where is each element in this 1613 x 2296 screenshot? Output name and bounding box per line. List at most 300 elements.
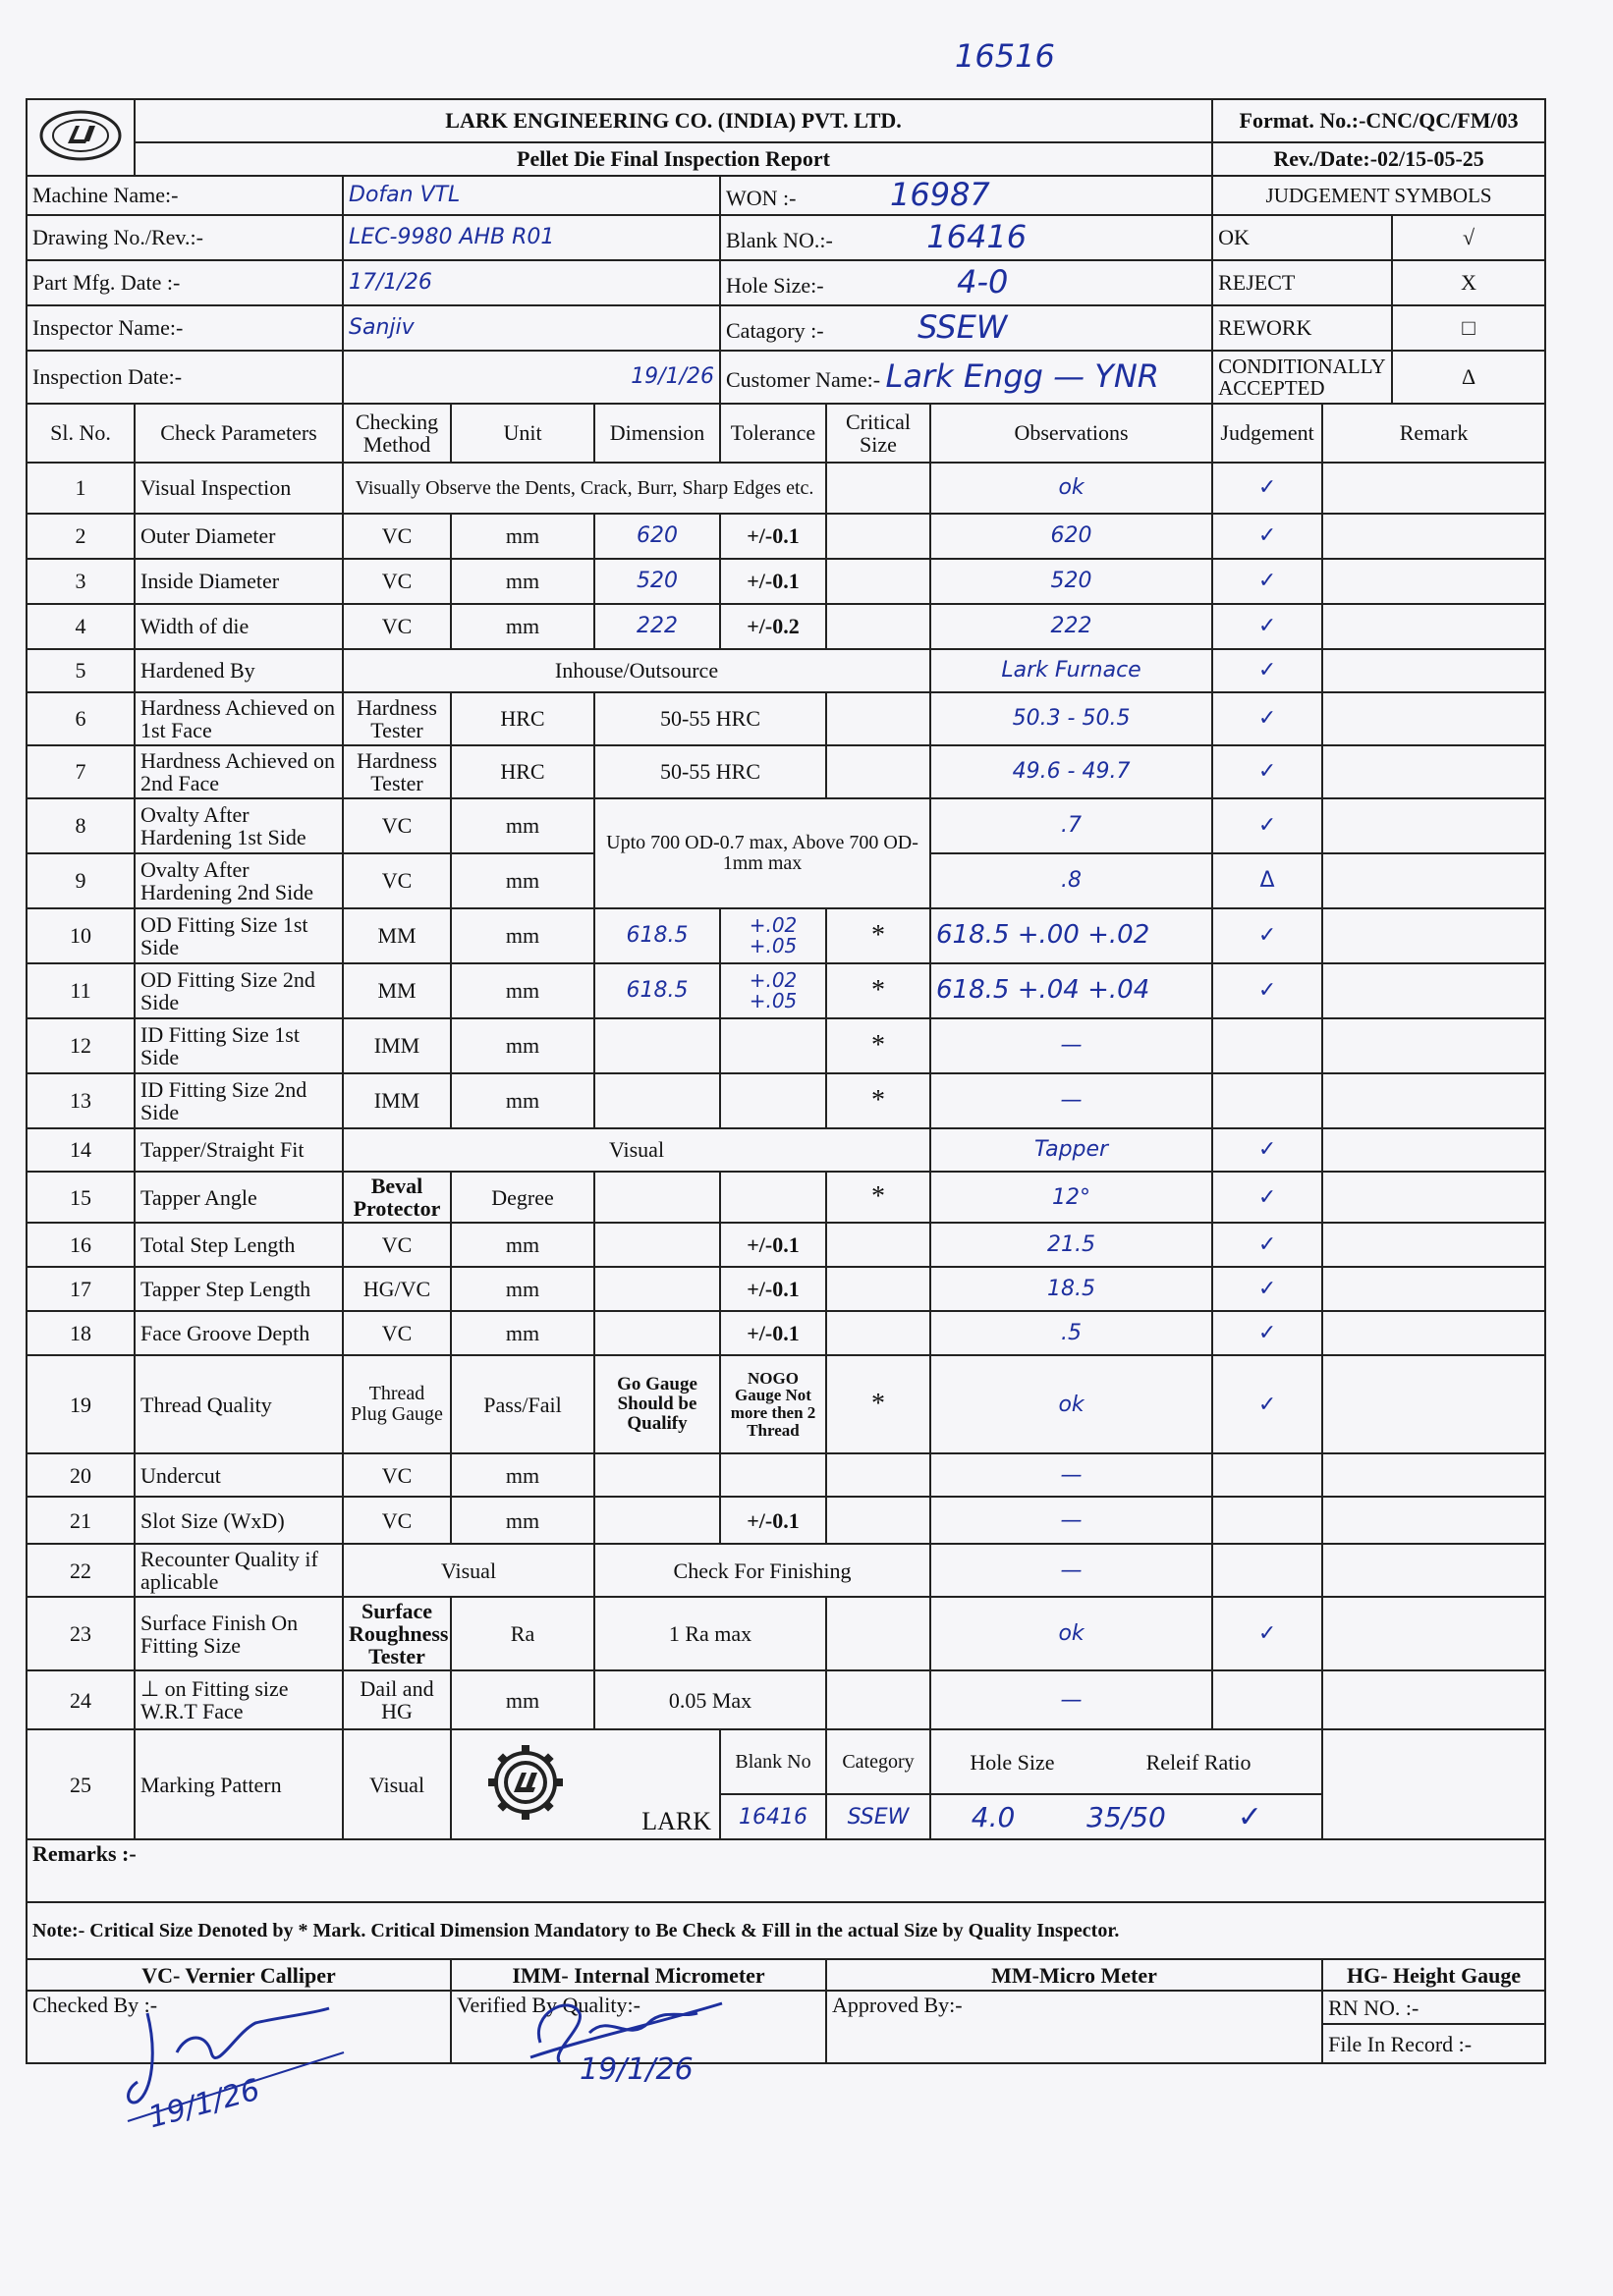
machine-name-value: Dofan VTL	[343, 176, 720, 215]
dimension: 520	[594, 559, 720, 604]
symbol-conditional-icon: Δ	[1392, 351, 1545, 404]
check-spec: 1 Ra max	[594, 1597, 826, 1670]
check-parameter: Tapper/Straight Fit	[135, 1128, 343, 1172]
critical-size	[826, 1453, 930, 1497]
table-row	[27, 798, 1545, 853]
table-row	[27, 1073, 1545, 1128]
check-spec: 0.05 Max	[594, 1670, 826, 1729]
rn-no-label: RN NO. :-	[1322, 1991, 1545, 2024]
observation: 12°	[930, 1172, 1212, 1223]
remark	[1322, 514, 1545, 559]
col-judgement: Judgement	[1212, 404, 1322, 463]
mfg-date-label: Part Mfg. Date :-	[27, 260, 343, 305]
tolerance: +/-0.1	[720, 514, 826, 559]
row-number: 13	[27, 1073, 135, 1128]
row-number: 20	[27, 1453, 135, 1497]
tolerance	[720, 1018, 826, 1073]
row-number: 12	[27, 1018, 135, 1073]
unit: mm	[451, 1497, 594, 1544]
inspection-date-value: 19/1/26	[343, 351, 720, 404]
observation: 618.5 +.04 +.04	[930, 963, 1212, 1018]
table-row	[27, 1544, 1545, 1597]
unit: mm	[451, 1018, 594, 1073]
table-row	[27, 1223, 1545, 1267]
observation: .8	[930, 853, 1212, 908]
approved-by-label: Approved By:-	[832, 1993, 963, 2018]
row-number: 1	[27, 463, 135, 514]
checking-method: MM	[343, 963, 451, 1018]
observation: 620	[930, 514, 1212, 559]
legend-vc: VC- Vernier Calliper	[27, 1959, 451, 1991]
critical-size	[826, 1311, 930, 1355]
check-parameter: Outer Diameter	[135, 514, 343, 559]
drawing-no-label: Drawing No./Rev.:-	[27, 215, 343, 260]
row-number: 22	[27, 1544, 135, 1597]
check-parameter: Hardened By	[135, 649, 343, 692]
marking-header-relief: Releif Ratio	[1145, 1749, 1251, 1775]
marking-value-blank: 16416	[720, 1794, 826, 1839]
blank-no-label: Blank NO.:-	[726, 228, 833, 253]
remark	[1322, 649, 1545, 692]
unit: mm	[451, 514, 594, 559]
checking-method: Hardness Tester	[343, 745, 451, 798]
check-spec: Check For Finishing	[594, 1544, 930, 1597]
dimension: Go Gauge Should be Qualify	[594, 1355, 720, 1453]
unit: mm	[451, 1311, 594, 1355]
inspector-name-label: Inspector Name:-	[27, 305, 343, 351]
dimension: 620	[594, 514, 720, 559]
won-value: 16987	[889, 176, 990, 214]
check-parameter: ID Fitting Size 2nd Side	[135, 1073, 343, 1128]
dimension: 222	[594, 604, 720, 649]
observation: —	[930, 1544, 1212, 1597]
inspection-form	[26, 98, 1546, 2064]
checking-method: Surface Roughness Tester	[343, 1597, 451, 1670]
checking-method: Visual	[343, 1729, 451, 1839]
marking-value-relief: 35/50	[1086, 1800, 1166, 1833]
remark	[1322, 1544, 1545, 1597]
row-number: 19	[27, 1355, 135, 1453]
judgement: Δ	[1212, 853, 1322, 908]
inspector-name-value: Sanjiv	[343, 305, 720, 351]
check-spec: 50-55 HRC	[594, 692, 826, 745]
check-parameter: Ovalty After Hardening 1st Side	[135, 798, 343, 853]
critical-size: *	[826, 1172, 930, 1223]
table-row	[27, 559, 1545, 604]
judgement: ✓	[1212, 1355, 1322, 1453]
unit: mm	[451, 853, 594, 908]
judgement: ✓	[1212, 463, 1322, 514]
unit: mm	[451, 963, 594, 1018]
judgement: ✓	[1212, 908, 1322, 963]
mfg-date-value: 17/1/26	[343, 260, 720, 305]
symbol-ok-icon: √	[1392, 215, 1545, 260]
legend-mm: MM-Micro Meter	[826, 1959, 1322, 1991]
check-parameter: ID Fitting Size 1st Side	[135, 1018, 343, 1073]
marking-value-group	[930, 1794, 1322, 1839]
table-row	[27, 1355, 1545, 1453]
row-number: 3	[27, 559, 135, 604]
observation: 520	[930, 559, 1212, 604]
table-row	[27, 908, 1545, 963]
critical-size: *	[826, 963, 930, 1018]
checking-method: Dail and HG	[343, 1670, 451, 1729]
remark	[1322, 963, 1545, 1018]
remark	[1322, 463, 1545, 514]
check-parameter: Ovalty After Hardening 2nd Side	[135, 853, 343, 908]
unit: mm	[451, 1453, 594, 1497]
remark	[1322, 745, 1545, 798]
row-number: 7	[27, 745, 135, 798]
tolerance: NOGO Gauge Not more then 2 Thread	[720, 1355, 826, 1453]
drawing-no-value: LEC-9980 AHB R01	[343, 215, 720, 260]
checking-method: VC	[343, 604, 451, 649]
tolerance: +/-0.2	[720, 604, 826, 649]
row-number: 18	[27, 1311, 135, 1355]
table-row	[27, 963, 1545, 1018]
check-parameter: Marking Pattern	[135, 1729, 343, 1839]
report-title: Pellet Die Final Inspection Report	[135, 142, 1212, 176]
judgement: ✓	[1212, 692, 1322, 745]
remark	[1322, 1355, 1545, 1453]
judgement	[1212, 1073, 1322, 1128]
remark	[1322, 908, 1545, 963]
unit: Degree	[451, 1172, 594, 1223]
customer-name-field	[720, 351, 1212, 404]
remark	[1322, 853, 1545, 908]
judgement-symbols-title: JUDGEMENT SYMBOLS	[1212, 176, 1545, 215]
critical-size: *	[826, 1073, 930, 1128]
check-spec: Upto 700 OD-0.7 max, Above 700 OD-1mm max	[594, 798, 930, 908]
tolerance	[720, 1453, 826, 1497]
remark	[1322, 798, 1545, 853]
col-sl-no: Sl. No.	[27, 404, 135, 463]
remark	[1322, 604, 1545, 649]
marking-value-category: SSEW	[826, 1794, 930, 1839]
category-field	[720, 305, 1212, 351]
check-parameter: OD Fitting Size 1st Side	[135, 908, 343, 963]
marking-header-category: Category	[826, 1729, 930, 1794]
remark	[1322, 1453, 1545, 1497]
dimension	[594, 1073, 720, 1128]
judgement	[1212, 1544, 1322, 1597]
category-label: Catagory :-	[726, 318, 824, 344]
critical-size	[826, 745, 930, 798]
blank-no-value: 16416	[926, 218, 1028, 256]
check-parameter: Recounter Quality if aplicable	[135, 1544, 343, 1597]
judgement: ✓	[1212, 1311, 1322, 1355]
row-number: 9	[27, 853, 135, 908]
check-parameter: Hardness Achieved on 1st Face	[135, 692, 343, 745]
hole-size-value: 4-0	[957, 263, 1009, 301]
observation: 21.5	[930, 1223, 1212, 1267]
marking-header-group	[930, 1729, 1322, 1794]
critical-size: *	[826, 1018, 930, 1073]
tolerance	[720, 1172, 826, 1223]
unit: Pass/Fail	[451, 1355, 594, 1453]
marking-header-blank: Blank No	[720, 1729, 826, 1794]
remark	[1322, 1128, 1545, 1172]
row-number: 14	[27, 1128, 135, 1172]
observation: ok	[930, 1355, 1212, 1453]
table-row	[27, 1597, 1545, 1670]
marking-pattern-logo	[451, 1729, 720, 1839]
dimension: 618.5	[594, 963, 720, 1018]
row-number: 6	[27, 692, 135, 745]
observation: .7	[930, 798, 1212, 853]
machine-name-label: Machine Name:-	[27, 176, 343, 215]
judgement: ✓	[1212, 1128, 1322, 1172]
dimension	[594, 1497, 720, 1544]
observation: 49.6 - 49.7	[930, 745, 1212, 798]
checking-method: VC	[343, 1311, 451, 1355]
observation: —	[930, 1497, 1212, 1544]
remark	[1322, 559, 1545, 604]
tolerance: +.02 +.05	[720, 908, 826, 963]
table-row	[27, 514, 1545, 559]
row-number: 17	[27, 1267, 135, 1311]
judgement	[1212, 1670, 1322, 1729]
legend-imm: IMM- Internal Micrometer	[451, 1959, 826, 1991]
customer-name-label: Customer Name:-	[726, 367, 881, 393]
observation: ok	[930, 463, 1212, 514]
critical-size	[826, 514, 930, 559]
observation: Tapper	[930, 1128, 1212, 1172]
judgement: ✓	[1237, 1799, 1262, 1834]
unit: mm	[451, 1267, 594, 1311]
col-remark: Remark	[1322, 404, 1545, 463]
unit: mm	[451, 604, 594, 649]
checking-method: VC	[343, 1223, 451, 1267]
company-name: LARK ENGINEERING CO. (INDIA) PVT. LTD.	[135, 99, 1212, 142]
check-parameter: Thread Quality	[135, 1355, 343, 1453]
customer-name-value: Lark Engg — YNR	[885, 357, 1160, 396]
critical-size	[826, 1223, 930, 1267]
observation: 50.3 - 50.5	[930, 692, 1212, 745]
unit: mm	[451, 1223, 594, 1267]
observation: 618.5 +.00 +.02	[930, 908, 1212, 963]
unit: mm	[451, 1670, 594, 1729]
checking-method: VC	[343, 514, 451, 559]
file-in-record-label: File In Record :-	[1322, 2024, 1545, 2063]
lark-text: LARK	[641, 1807, 711, 1836]
row-number: 21	[27, 1497, 135, 1544]
checking-method: VC	[343, 559, 451, 604]
table-row	[27, 745, 1545, 798]
checking-method: HG/VC	[343, 1267, 451, 1311]
table-row	[27, 1267, 1545, 1311]
symbol-reject-icon: X	[1392, 260, 1545, 305]
col-unit: Unit	[451, 404, 594, 463]
check-parameter: Tapper Step Length	[135, 1267, 343, 1311]
judgement	[1212, 1018, 1322, 1073]
remarks-label: Remarks :-	[27, 1839, 1545, 1902]
tolerance: +/-0.1	[720, 1311, 826, 1355]
symbol-reject-label: REJECT	[1212, 260, 1392, 305]
critical-size: *	[826, 1355, 930, 1453]
row-number: 25	[27, 1729, 135, 1839]
column-header-row	[27, 404, 1545, 463]
tolerance: +/-0.1	[720, 559, 826, 604]
col-critical-size: Critical Size	[826, 404, 930, 463]
table-row	[27, 1670, 1545, 1729]
observation: .5	[930, 1311, 1212, 1355]
check-spec: 50-55 HRC	[594, 745, 826, 798]
checking-method: Visual	[343, 1544, 594, 1597]
col-observations: Observations	[930, 404, 1212, 463]
dimension	[594, 1453, 720, 1497]
row-number: 4	[27, 604, 135, 649]
document-number: 16516	[955, 37, 1055, 75]
check-parameter: ⊥ on Fitting size W.R.T Face	[135, 1670, 343, 1729]
remark	[1322, 1223, 1545, 1267]
remark	[1322, 1311, 1545, 1355]
verified-by-label: Verified By Quality:-	[457, 1993, 640, 2018]
observation: 222	[930, 604, 1212, 649]
revision-date: Rev./Date:-02/15-05-25	[1212, 142, 1545, 176]
judgement	[1212, 1453, 1322, 1497]
checking-method: Beval Protector	[343, 1172, 451, 1223]
dimension	[594, 1267, 720, 1311]
row-number: 23	[27, 1597, 135, 1670]
marking-value-hole: 4.0	[971, 1800, 1016, 1833]
col-tolerance: Tolerance	[720, 404, 826, 463]
table-row	[27, 1311, 1545, 1355]
unit: mm	[451, 908, 594, 963]
judgement: ✓	[1212, 604, 1322, 649]
remark	[1322, 1497, 1545, 1544]
unit: mm	[451, 798, 594, 853]
hole-size-label: Hole Size:-	[726, 273, 824, 299]
unit: mm	[451, 1073, 594, 1128]
check-spec: Inhouse/Outsource	[343, 649, 930, 692]
remark	[1322, 692, 1545, 745]
observation: 18.5	[930, 1267, 1212, 1311]
symbol-rework-label: REWORK	[1212, 305, 1392, 351]
tolerance: +/-0.1	[720, 1223, 826, 1267]
observation: —	[930, 1018, 1212, 1073]
col-check-parameters: Check Parameters	[135, 404, 343, 463]
judgement: ✓	[1212, 1223, 1322, 1267]
hole-size-field	[720, 260, 1212, 305]
remark	[1322, 1670, 1545, 1729]
inspection-date-label: Inspection Date:-	[27, 351, 343, 404]
checking-method: VC	[343, 853, 451, 908]
judgement: ✓	[1212, 1267, 1322, 1311]
row-number: 10	[27, 908, 135, 963]
observation: Lark Furnace	[930, 649, 1212, 692]
row-number: 2	[27, 514, 135, 559]
check-parameter: Slot Size (WxD)	[135, 1497, 343, 1544]
judgement: ✓	[1212, 559, 1322, 604]
blank-no-field	[720, 215, 1212, 260]
critical-size	[826, 604, 930, 649]
judgement: ✓	[1212, 1597, 1322, 1670]
dimension	[594, 1018, 720, 1073]
row-number: 15	[27, 1172, 135, 1223]
legend-hg: HG- Height Gauge	[1322, 1959, 1545, 1991]
judgement	[1212, 1497, 1322, 1544]
company-logo	[27, 99, 135, 176]
col-dimension: Dimension	[594, 404, 720, 463]
table-row	[27, 1497, 1545, 1544]
row-number: 24	[27, 1670, 135, 1729]
checked-by-label: Checked By :-	[32, 1993, 158, 2018]
critical-size	[826, 1497, 930, 1544]
check-parameter: Hardness Achieved on 2nd Face	[135, 745, 343, 798]
verified-by-date: 19/1/26	[580, 2052, 694, 2087]
remark	[1322, 1597, 1545, 1670]
won-label: WON :-	[726, 186, 797, 211]
checking-method: VC	[343, 1453, 451, 1497]
unit: HRC	[451, 692, 594, 745]
judgement: ✓	[1212, 1172, 1322, 1223]
remark	[1322, 1073, 1545, 1128]
critical-size	[826, 1267, 930, 1311]
col-checking-method: Checking Method	[343, 404, 451, 463]
row-number: 5	[27, 649, 135, 692]
check-parameter: Visual Inspection	[135, 463, 343, 514]
critical-size	[826, 1670, 930, 1729]
judgement: ✓	[1212, 745, 1322, 798]
check-parameter: Surface Finish On Fitting Size	[135, 1597, 343, 1670]
unit: Ra	[451, 1597, 594, 1670]
table-row	[27, 1128, 1545, 1172]
dimension: 618.5	[594, 908, 720, 963]
table-row	[27, 463, 1545, 514]
checking-method: MM	[343, 908, 451, 963]
dimension	[594, 1311, 720, 1355]
check-parameter: Tapper Angle	[135, 1172, 343, 1223]
check-parameter: Width of die	[135, 604, 343, 649]
unit: mm	[451, 559, 594, 604]
check-parameter: Undercut	[135, 1453, 343, 1497]
tolerance: +/-0.1	[720, 1267, 826, 1311]
observation: —	[930, 1670, 1212, 1729]
remark	[1322, 1267, 1545, 1311]
dimension	[594, 1172, 720, 1223]
checking-method: Thread Plug Gauge	[343, 1355, 451, 1453]
symbol-rework-icon: □	[1392, 305, 1545, 351]
table-row	[27, 604, 1545, 649]
checked-by-date: 19/1/26	[144, 2072, 264, 2136]
format-number: Format. No.:-CNC/QC/FM/03	[1212, 99, 1545, 142]
tolerance: +.02 +.05	[720, 963, 826, 1018]
check-parameter: OD Fitting Size 2nd Side	[135, 963, 343, 1018]
marking-header-hole: Hole Size	[970, 1749, 1055, 1775]
checking-method: VC	[343, 1497, 451, 1544]
table-row	[27, 1172, 1545, 1223]
lark-logo-icon	[36, 108, 125, 163]
row-number: 8	[27, 798, 135, 853]
critical-size	[826, 463, 930, 514]
won-field	[720, 176, 1212, 215]
checking-method: IMM	[343, 1073, 451, 1128]
symbol-ok-label: OK	[1212, 215, 1392, 260]
remark	[1322, 1729, 1545, 1839]
checking-method: Hardness Tester	[343, 692, 451, 745]
tolerance: +/-0.1	[720, 1497, 826, 1544]
critical-size	[826, 1597, 930, 1670]
critical-size: *	[826, 908, 930, 963]
checking-method: VC	[343, 798, 451, 853]
remark	[1322, 1172, 1545, 1223]
judgement: ✓	[1212, 514, 1322, 559]
approved-by-cell	[826, 1991, 1322, 2063]
check-parameter: Face Groove Depth	[135, 1311, 343, 1355]
dimension	[594, 1223, 720, 1267]
judgement: ✓	[1212, 963, 1322, 1018]
